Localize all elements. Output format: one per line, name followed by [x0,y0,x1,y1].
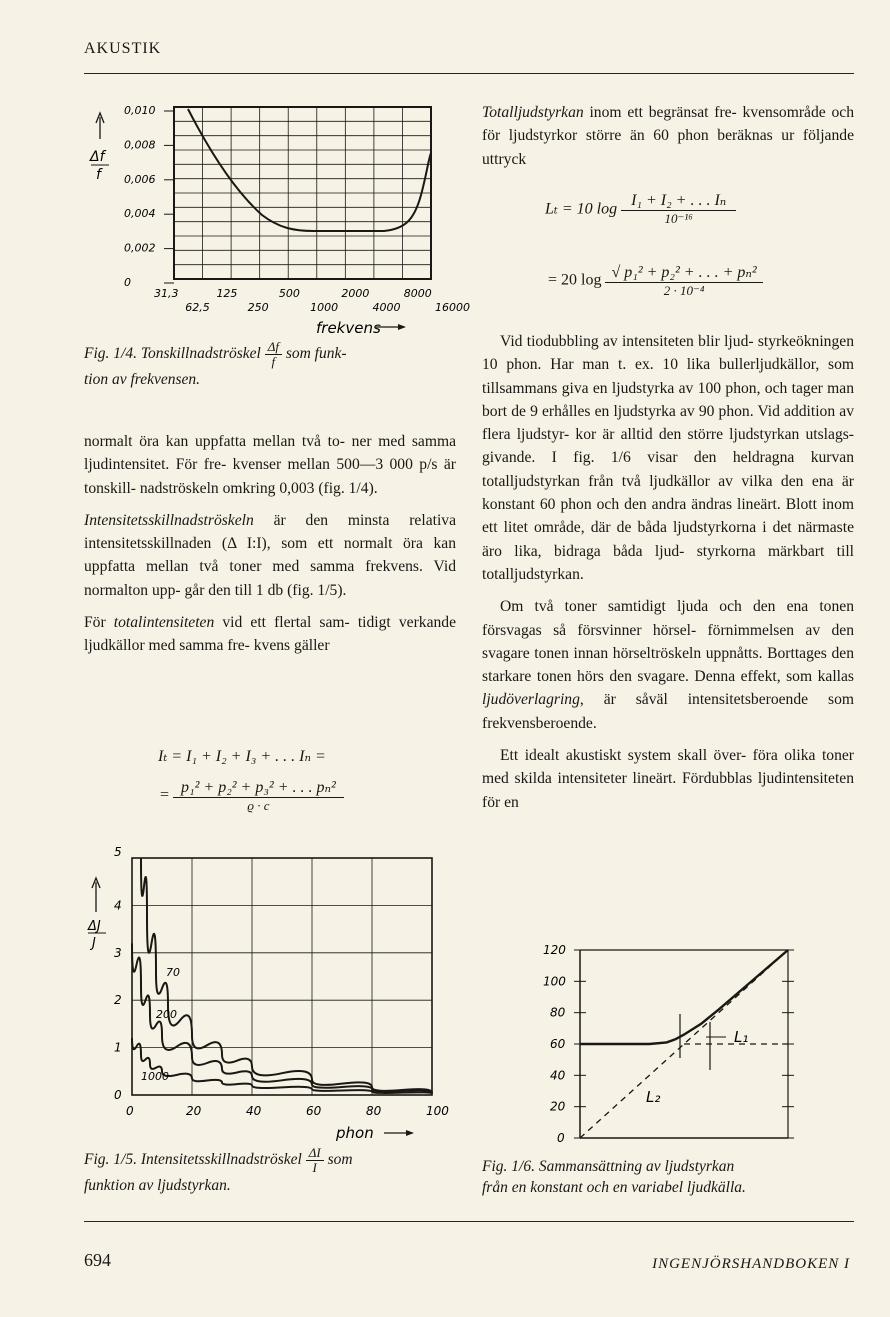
fig14-grid [174,107,431,279]
fig15-chart [84,842,464,1147]
fig14-caption-frac: $\frac{\Delta f}{f}$ [265,340,282,369]
header-rule [84,73,854,74]
fig14-ytick-label: 0,008 [124,138,156,152]
fig14-ylabel-num: Δf [90,149,105,165]
fig15-caption [84,1146,464,1196]
fig14-xtick-label: 16000 [435,301,470,314]
fig14-ylabel-den: f [96,167,101,183]
fig15-ytick-label: 5 [114,845,122,859]
fig16-ytick-label: 40 [550,1068,566,1083]
fig15-ytick-label: 1 [114,1040,122,1055]
fig15-curve-label-1000: 1000 [141,1070,169,1083]
fig16-ytick-label: 20 [550,1099,566,1114]
fig16-label-l1: L₁ [734,1028,749,1046]
right-equation-2: = 20 log $\frac{\text{√ p₁² + p₂² + . . . + pₙ²}}{\text{2 · 10⁻⁴}}$ [548,262,763,299]
right-equation-2-fraction: $\frac{\text{√ p₁² + p₂² + . . . + pₙ²}}{\text{2 · 10⁻⁴}}$ [605,262,762,299]
fig14-chart [84,95,470,337]
fig16-caption-line1: Fig. 1/6. Sammansättning av ljudstyrkan [482,1158,735,1175]
fig16-caption-line2: från en konstant och en variabel ljudkälla. [482,1179,746,1196]
fig16-ytick-label: 80 [550,1005,566,1020]
right-equation-1: Lₜ = 10 log $\frac{\text{I₁ + I₂ + . . . Iₙ}}{\text{10⁻¹⁶}}$ [545,190,736,227]
fig14-xtick-label: 125 [216,287,238,300]
fig14-caption-line2: tion av frekvensen. [84,371,201,388]
left-para-2: Intensitetsskillnadströskeln är den minsta relativa intensitetsskillnaden (Δ I:I), som ett normalt öra kan uppfatta mellan två toner med samma frekvens. Vid normalton upp- går den till 1 db (fig. 1/5). [84,511,456,599]
fig14-ytick-label: 0,004 [124,207,156,221]
fig15-curve-label-70: 70 [166,966,180,979]
fig15-xtick-label: 20 [186,1104,202,1118]
fig15-xtick-label: 80 [366,1104,382,1118]
fig14-xtick-label: 2000 [341,287,370,300]
running-title: AKUSTIK [84,40,162,57]
right-para-1: Totalljudstyrkan inom ett begränsat fre- kvensområde och för ljudstyrkor större än 60 phon beräknas ur följande uttryck [482,104,854,168]
fig14-x-ticks [154,287,470,314]
fig15-y-ticks [114,845,122,1102]
left-equation-fraction: $\frac{\text{p₁² + p₂² + p₃² + . . . pₙ²}}{ϱ \cdot c}$ [173,777,344,814]
fig15-x-ticks [126,1104,449,1118]
fig15-series-70 [141,858,432,1093]
fig14-xtick-label: 62,5 [185,301,210,314]
fig14-xtick-label: 8000 [403,287,432,300]
fig14-xtick-label: 31,3 [154,287,179,300]
fig16-label-l2: L₂ [646,1088,661,1106]
right-column-intro [482,101,854,180]
fig14-curve [188,109,431,231]
right-para-2: Vid tiodubbling av intensiteten blir ljud- styrkeökningen 10 phon. Har man t. ex. 10 lika bullerljudkällor, som tillsammans giva en ljudstyrka av 100 phon, och tager man bort de 9 erhålles en ljudstyrka av 90 phon. Vid addition av flera ljudstyr- kor är alltid den större ljudstyrkan utslags- givande. I fig. 1/6 visar den heldragna kurvan totalljudstyrkan från två ljudkällor av vilka den ena är konstant 60 phon och den andra ändras lineärt. Blott inom ett litet område, där de båda ljudstyrkorna i det närmaste äro lika, bidraga båda ljud- styrkorna märkbart till totalljudstyrkan. [482,333,854,583]
left-para-1: normalt öra kan uppfatta mellan två to- ner med samma ljudintensitet. För fre- kvenser mellan 500—3 000 p/s är tonskill- nadströskeln omkring 0,003 (fig. 1/4). [84,433,456,497]
fig16-series-total [580,950,788,1044]
fig14-ytick-label: 0,002 [124,241,156,255]
fig16-chart [520,938,840,1148]
left-para-3: För totalintensiteten vid ett flertal sam- tidigt verkande ljudkällor med samma fre- kvens gäller [84,614,457,655]
fig15-ylabel-den: J [92,936,96,951]
fig15-caption-suffix: som [327,1151,353,1169]
fig16-ytick-label: 0 [557,1131,565,1145]
page-number: 694 [84,1250,111,1270]
fig14-xtick-label: 500 [278,287,300,300]
fig16-caption [482,1156,854,1198]
fig14-xtick-label: 1000 [310,301,339,314]
fig15-ytick-label: 0 [114,1088,122,1102]
fig16-series [580,950,788,1138]
right-column-text [482,330,854,823]
left-column-text [84,430,456,667]
footer-rule [84,1221,854,1222]
fig16-ytick-label: 100 [543,974,566,989]
left-equation-line1: Iₜ = I₁ + I₂ + I₃ + . . . Iₙ = [158,748,326,765]
fig14-ytick-label: 0,006 [124,172,156,186]
fig15-caption-line2: funktion av ljudstyrkan. [84,1177,231,1194]
fig15-xtick-label: 0 [126,1104,134,1118]
right-equation-1-fraction: $\frac{\text{I₁ + I₂ + . . . Iₙ}}{\text{10⁻¹⁶}}$ [621,190,736,227]
fig15-ytick-label: 3 [114,945,122,960]
right-para-4: Ett idealt akustiskt system skall över- föra olika toner med skilda intensiteter lineärt. Fördubblas ljudintensiteten för en [482,747,854,811]
book-title: INGENJÖRSHANDBOKEN I [652,1256,850,1272]
fig15-xtick-label: 60 [306,1104,322,1118]
fig14-ytick-label: 0 [124,276,131,289]
left-equation-line2: = $\frac{\text{p₁² + p₂² + p₃² + . . . pₙ²}}{ϱ \cdot c}$ [160,777,344,814]
fig14-xlabel: frekvens [316,319,381,337]
fig15-xtick-label: 100 [426,1104,449,1118]
right-para-3: Om två toner samtidigt ljuda och den ena tonen försvagas så försvinner hörsel- förnimmelsen av den svagare tonen innan hörseltröskeln uppnåtts. Borttages den starkare tonen hörs den svagare. Denna effekt, som kallas ljudöverlagring, är såväl intensitetsberoende som frekvensberoende. [482,598,854,732]
fig14-caption-prefix: Fig. 1/4. Tonskillnadströskel [84,345,261,363]
fig15-ytick-label: 2 [114,993,122,1008]
fig14-xtick-label: 4000 [372,301,401,314]
fig15-caption-prefix: Fig. 1/5. Intensitetsskillnadströskel [84,1151,302,1169]
fig14-caption-suffix: som funk- [285,345,347,363]
fig15-ylabel-num: ΔJ [88,919,101,934]
fig15-xlabel: phon [336,1124,374,1142]
fig15-curve-label-200: 200 [156,1008,177,1021]
fig15-xtick-label: 40 [246,1104,262,1118]
fig14-y-ticks [124,104,174,289]
fig16-ytick-label: 60 [550,1037,566,1051]
fig14-ytick-label: 0,010 [124,104,156,117]
fig14-xtick-label: 250 [247,301,269,314]
fig15-ytick-label: 4 [114,898,122,913]
fig14-caption [84,340,444,390]
fig16-ytick-label: 120 [543,943,566,957]
fig15-caption-frac: $\frac{\Delta I}{I}$ [306,1146,324,1175]
